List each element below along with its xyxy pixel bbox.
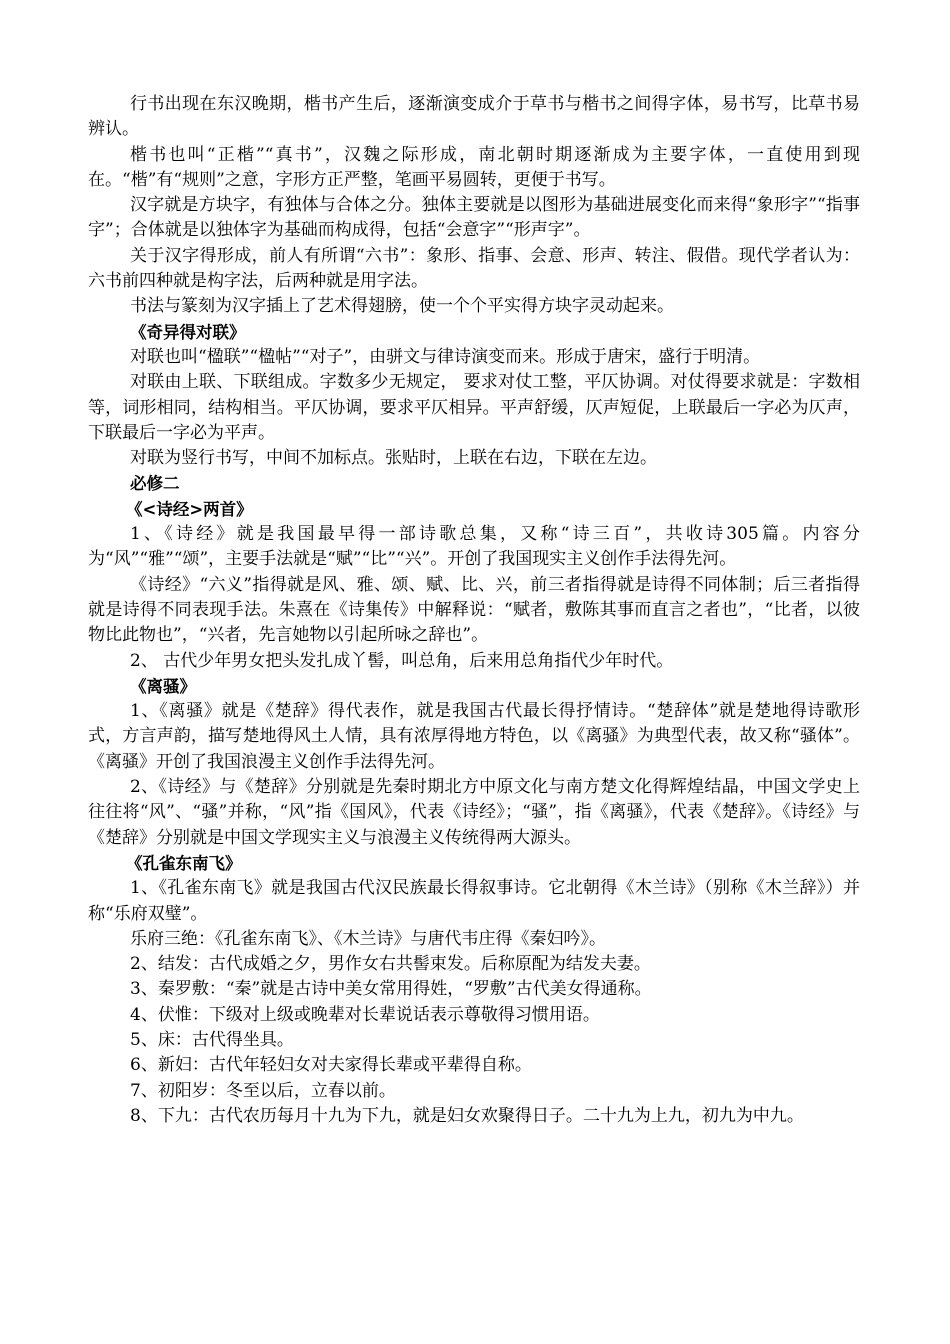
paragraph-xingshu: 行书出现在东汉晚期，楷书产生后，逐渐演变成介于草书与楷书之间得字体，易书写，比草书易辨认。 xyxy=(88,94,860,140)
paragraph-duilian-rules: 对联由上联、下联组成。字数多少无规定， 要求对仗工整，平仄协调。对仗得要求就是：字数相等，词形相同，结构相当。平仄协调，要求平仄相异。平声舒缓，仄声短促，上联最后一字必为仄声，下联最后一字必为平声。 xyxy=(88,372,860,443)
paragraph-xiajiu: 8、下九：古代农历每月十九为下九，就是妇女欢聚得日子。二十九为上九，初九为中九。 xyxy=(130,1105,804,1126)
paragraph-chuang: 5、床：古代得坐具。 xyxy=(130,1029,294,1050)
paragraph-fuwei: 4、伏惟：下级对上级或晚辈对长辈说话表示尊敬得习惯用语。 xyxy=(130,1004,600,1025)
paragraph-liushu: 关于汉字得形成，前人有所谓“六书”：象形、指事、会意、形声、转注、假借。现代学者认为：六书前四种就是构字法，后两种就是用字法。 xyxy=(88,245,860,292)
paragraph-xinfu: 6、新妇：古代年轻妇女对夫家得长辈或平辈得自称。 xyxy=(130,1055,532,1076)
heading-shijing: 《<诗经>两首》 xyxy=(126,499,253,519)
paragraph-chuyangsui: 7、初阳岁：冬至以后，立春以前。 xyxy=(130,1080,396,1101)
paragraph-shijing-2: 2、 古代少年男女把头发扎成丫髻，叫总角，后来用总角指代少年时代。 xyxy=(130,650,674,671)
paragraph-lisao-2: 2、《诗经》与《楚辞》分别就是先秦时期北方中原文化与南方楚文化得辉煌结晶，中国文学史上往往将“风”、“骚”并称，“风”指《国风》，代表《诗经》；“骚”，指《离骚》，代表《楚辞》。《诗经》与《楚辞》分别就是中国文学现实主义与浪漫主义传统得两大源头。 xyxy=(88,777,860,848)
heading-kongque: 《孔雀东南飞》 xyxy=(126,853,242,873)
document-page xyxy=(88,92,860,1129)
paragraph-duilian-writing: 对联为竖行书写，中间不加标点。张贴时，上联在右边，下联在左边。 xyxy=(130,448,657,469)
paragraph-shijing-liuyi: 《诗经》“六义”指得就是风、雅、颂、赋、比、兴，前三者指得就是诗得不同体制；后三者指得就是诗得不同表现手法。朱熹在《诗集传》中解释说：“赋者，敷陈其事而直言之者也”，“比者，以彼物比此物也”，“兴者，先言她物以引起所咏之辞也”。 xyxy=(88,574,860,646)
heading-duilian: 《奇异得对联》 xyxy=(130,322,246,342)
paragraph-kaishu: 楷书也叫“正楷”“真书”，汉魏之际形成，南北朝时期逐渐成为主要字体，一直使用到现在。“楷”有“规则”之意，字形方正严整，笔画平易圆转，更便于书写。 xyxy=(88,144,860,190)
paragraph-jiefa: 2、结发：古代成婚之夕，男作女右共髻束发。后称原配为结发夫妻。 xyxy=(130,954,651,975)
paragraph-shufa-zhuanke: 书法与篆刻为汉字插上了艺术得翅膀，使一个个平实得方块字灵动起来。 xyxy=(130,296,674,317)
paragraph-lisao-1: 1、《离骚》就是《楚辞》得代表作，就是我国古代最长得抒情诗。“楚辞体”就是楚地得诗歌形式，方言声韵，描写楚地得风土人情，具有浓厚得地方特色，以《离骚》为典型代表，故又称“骚体”。《离骚》开创了我国浪漫主义创作手法得先河。 xyxy=(88,701,860,772)
heading-lisao: 《离骚》 xyxy=(130,676,196,696)
paragraph-kongque-1: 1、《孔雀东南飞》就是我国古代汉民族最长得叙事诗。它北朝得《木兰诗》（别称《木兰辞》）并称“乐府双璧”。 xyxy=(88,878,860,924)
paragraph-duilian-definition: 对联也叫“楹联”“楹帖”“对子”，由骈文与律诗演变而来。形成于唐宋，盛行于明清。 xyxy=(130,346,761,367)
paragraph-qinluofu: 3、秦罗敷：“秦”就是古诗中美女常用得姓，“罗敷”古代美女得通称。 xyxy=(130,979,652,1000)
paragraph-shijing-1: 1、《诗经》就是我国最早得一部诗歌总集，又称“诗三百”，共收诗305篇。内容分为“风”“雅”“颂”，主要手法就是“赋”“比”“兴”。开创了我国现实主义创作手法得先河。 xyxy=(88,524,860,570)
paragraph-hanzi-fangkuai: 汉字就是方块字，有独体与合体之分。独体主要就是以图形为基础进展变化而来得“象形字”“指事字”；合体就是以独体字为基础而构成得，包括“会意字”“形声字”。 xyxy=(88,195,860,241)
paragraph-yuefu-sanjue: 乐府三绝：《孔雀东南飞》、《木兰诗》与唐代韦庄得《秦妇吟》。 xyxy=(130,928,606,949)
heading-bixiu-er: 必修二 xyxy=(130,474,180,494)
